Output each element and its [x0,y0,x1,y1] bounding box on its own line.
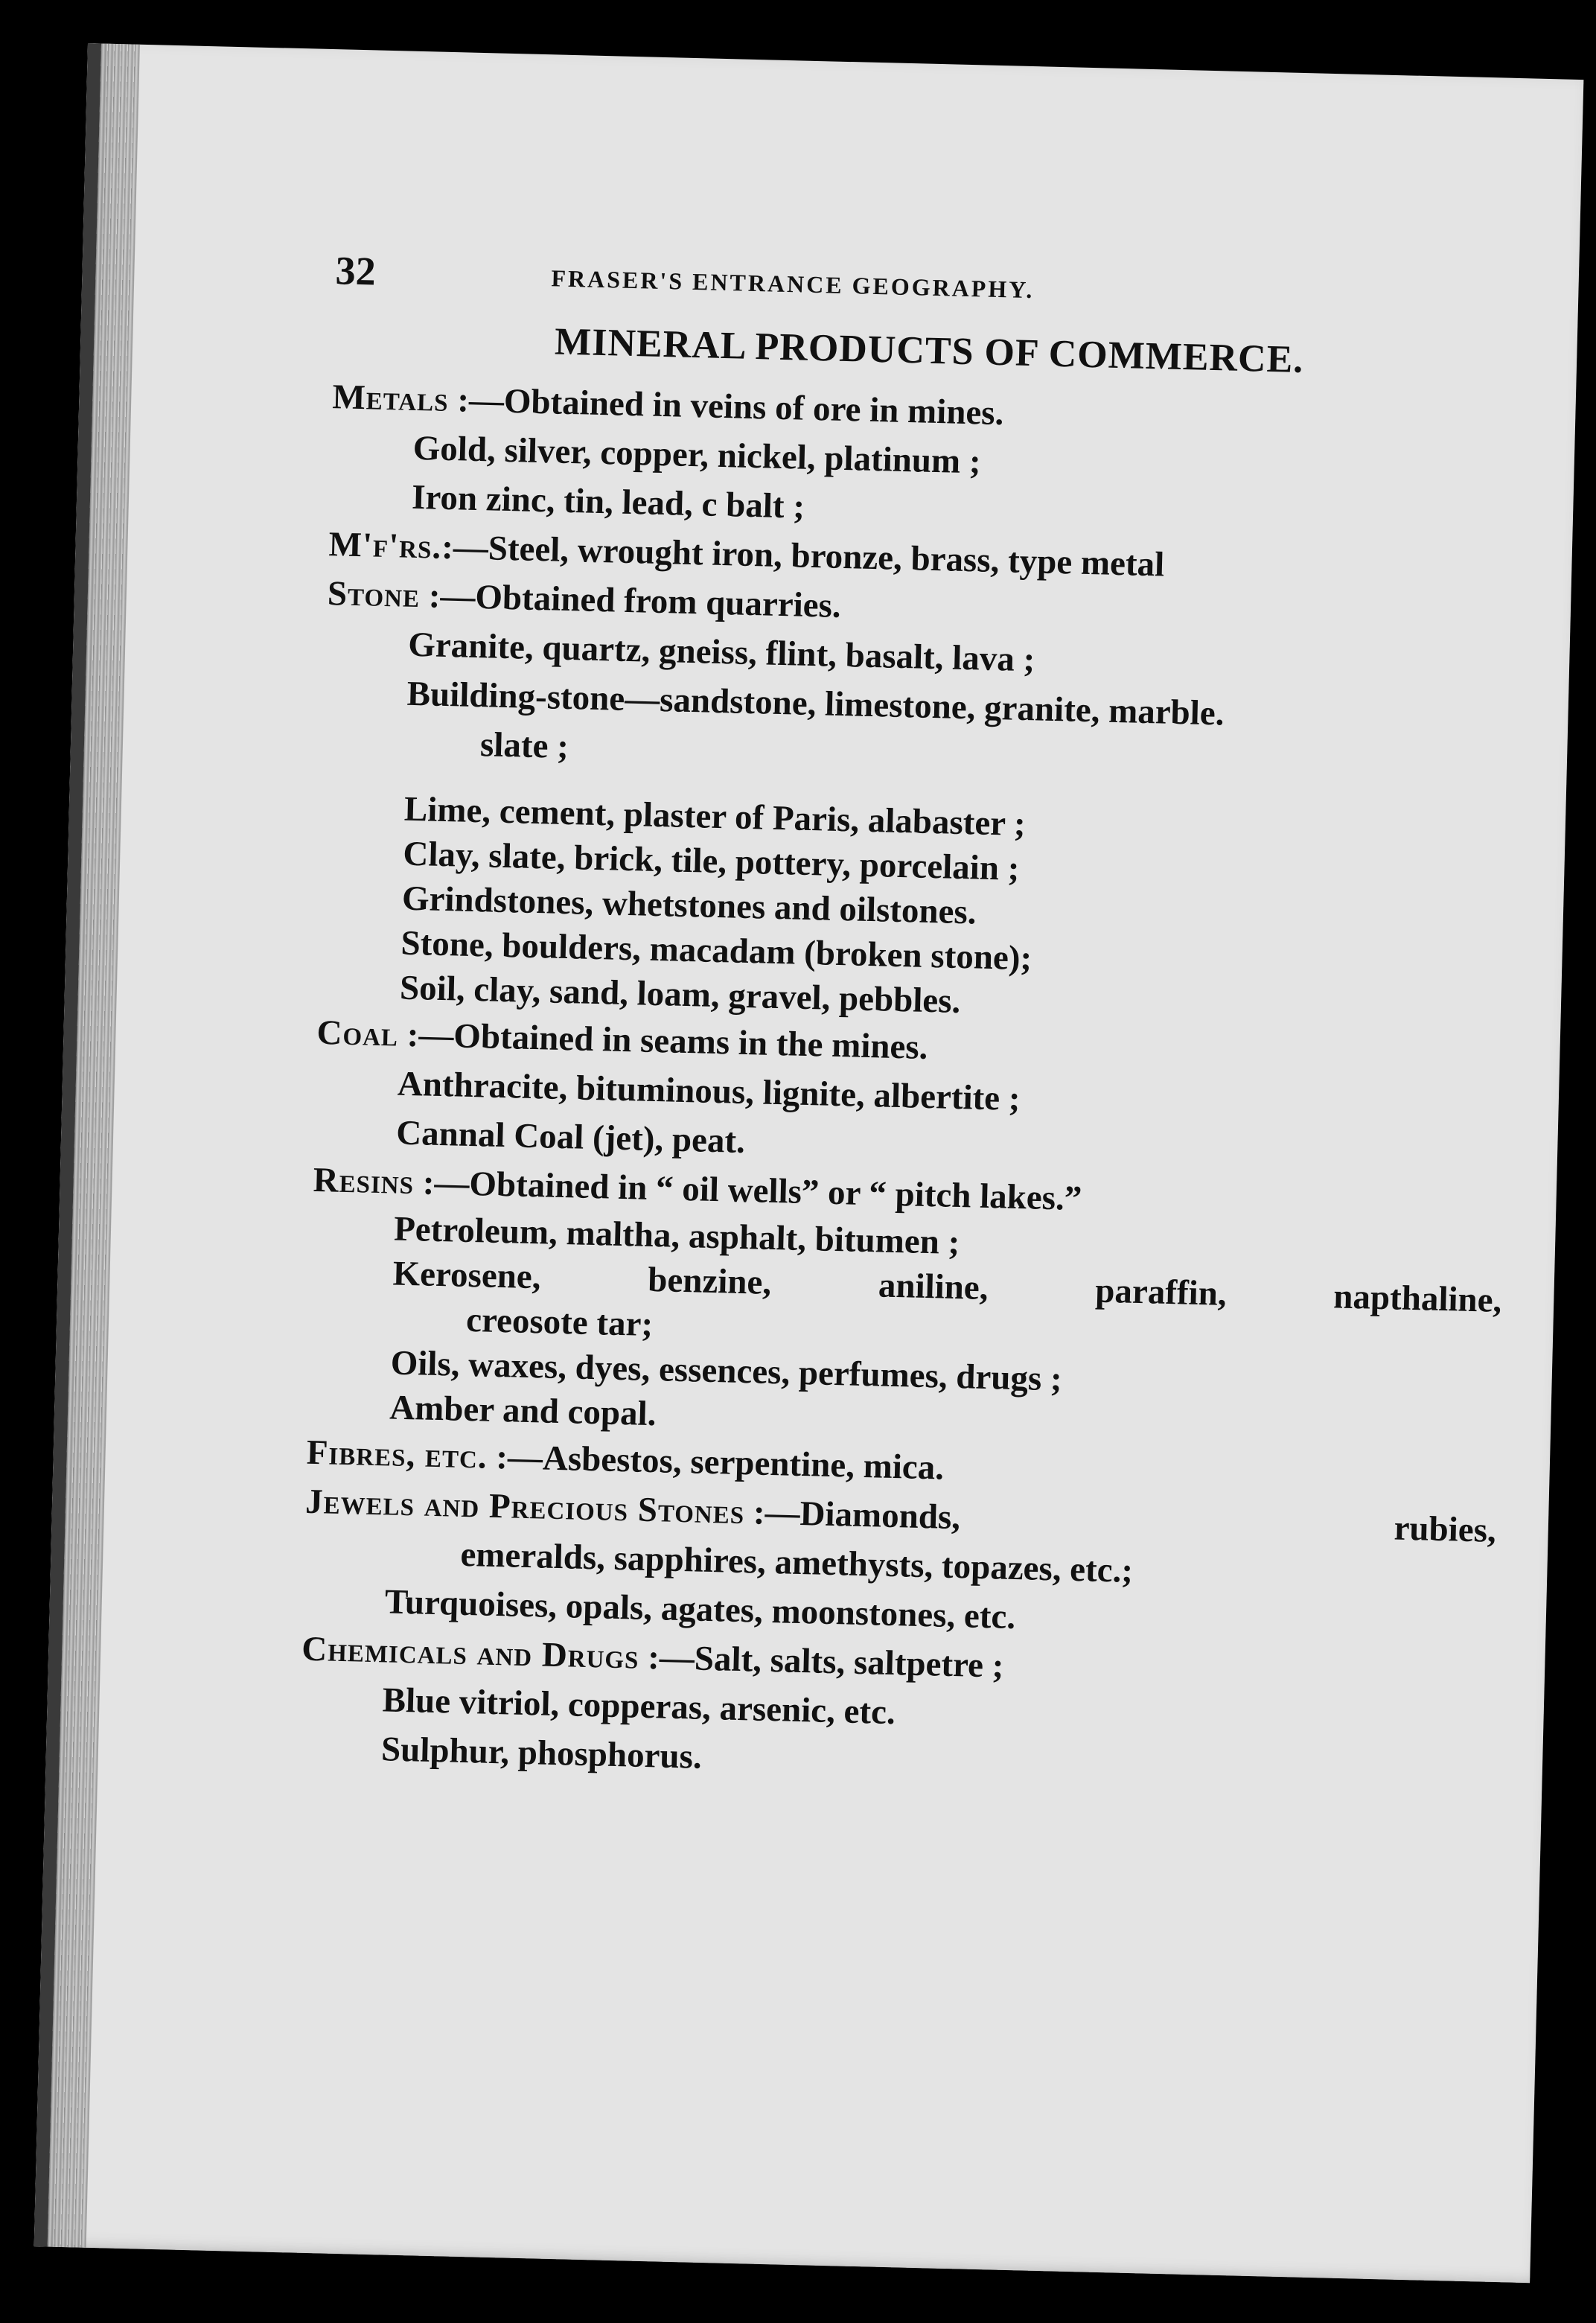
text-line: emeralds, sapphires, amethysts, topazes, etc.; [459,1535,1134,1590]
jewels-label: Jewels and Precious Stones [304,1482,745,1532]
section-title: MINERAL PRODUCTS OF COMMERCE. [554,320,1304,382]
text-line: creosote tar; [465,1300,654,1345]
word: Kerosene, [392,1254,542,1297]
resins-label: Resins [313,1160,415,1202]
mfrs-label: M'f'rs. [328,525,442,567]
word: paraffin, [1094,1271,1228,1313]
word: napthaline, [1332,1277,1502,1320]
fibres-label: Fibres, etc. [306,1433,488,1476]
stone-text: :—Obtained from quarries. [419,576,842,625]
text-line: Iron zinc, tin, lead, c balt ; [411,477,805,526]
text-line: Lime, cement, plaster of Paris, alabaster ; [403,789,1027,844]
jewels-end: rubies, [1394,1508,1497,1550]
text-line: Granite, quartz, gneiss, flint, basalt, lava ; [407,625,1035,680]
chemicals-label: Chemicals and Drugs [301,1629,640,1677]
mfrs-text: :—Steel, wrought iron, bronze, brass, type metal [441,527,1165,584]
chemicals-text: :—Salt, salts, saltpetre ; [638,1637,1004,1686]
jewels-text: :—Diamonds, [744,1493,961,1537]
text-line: Clay, slate, brick, tile, pottery, porcelain ; [402,834,1020,888]
text-line: Sulphur, phosphorus. [380,1730,703,1776]
resins-text: :—Obtained in “ oil wells” or “ pitch lakes.” [413,1163,1082,1219]
text-line: Blue vitriol, copperas, arsenic, etc. [382,1680,896,1733]
text-line: Turquoises, opals, agates, moonstones, etc. [384,1582,1016,1637]
text-line: Gold, silver, copper, nickel, platinum ; [412,428,982,482]
book-title: FRASER'S ENTRANCE GEOGRAPHY. [551,264,1035,304]
text-line: Oils, waxes, dyes, essences, perfumes, drugs ; [390,1343,1063,1399]
text-line: Building-stone—sandstone, limestone, granite, marble. [406,674,1225,733]
word: benzine, [647,1260,772,1302]
coal-label: Coal [316,1013,399,1054]
text-line: Cannal Coal (jet), peat. [395,1113,746,1162]
coal-text: :—Obtained in seams in the mines. [398,1015,929,1067]
text-line: Soil, clay, sand, loam, gravel, pebbles. [399,968,961,1022]
page-text [299,250,1526,1800]
text-line: Stone, boulders, macadam (broken stone); [400,923,1032,978]
metals-label: Metals [331,377,450,419]
word: aniline, [878,1266,989,1308]
text-line: Petroleum, maltha, asphalt, bitumen ; [393,1209,960,1263]
page-number: 32 [334,248,377,294]
text-line: Amber and copal. [389,1388,657,1434]
text-line: slate ; [479,725,569,767]
metals-text: :—Obtained in veins of ore in mines. [447,380,1004,433]
text-line: Anthracite, bituminous, lignite, albertite ; [397,1064,1021,1119]
text-line: Grindstones, whetstones and oilstones. [401,879,977,932]
stone-label: Stone [327,574,421,616]
book-page [34,43,1584,2283]
fibres-text: :—Asbestos, serpentine, mica. [487,1437,945,1488]
